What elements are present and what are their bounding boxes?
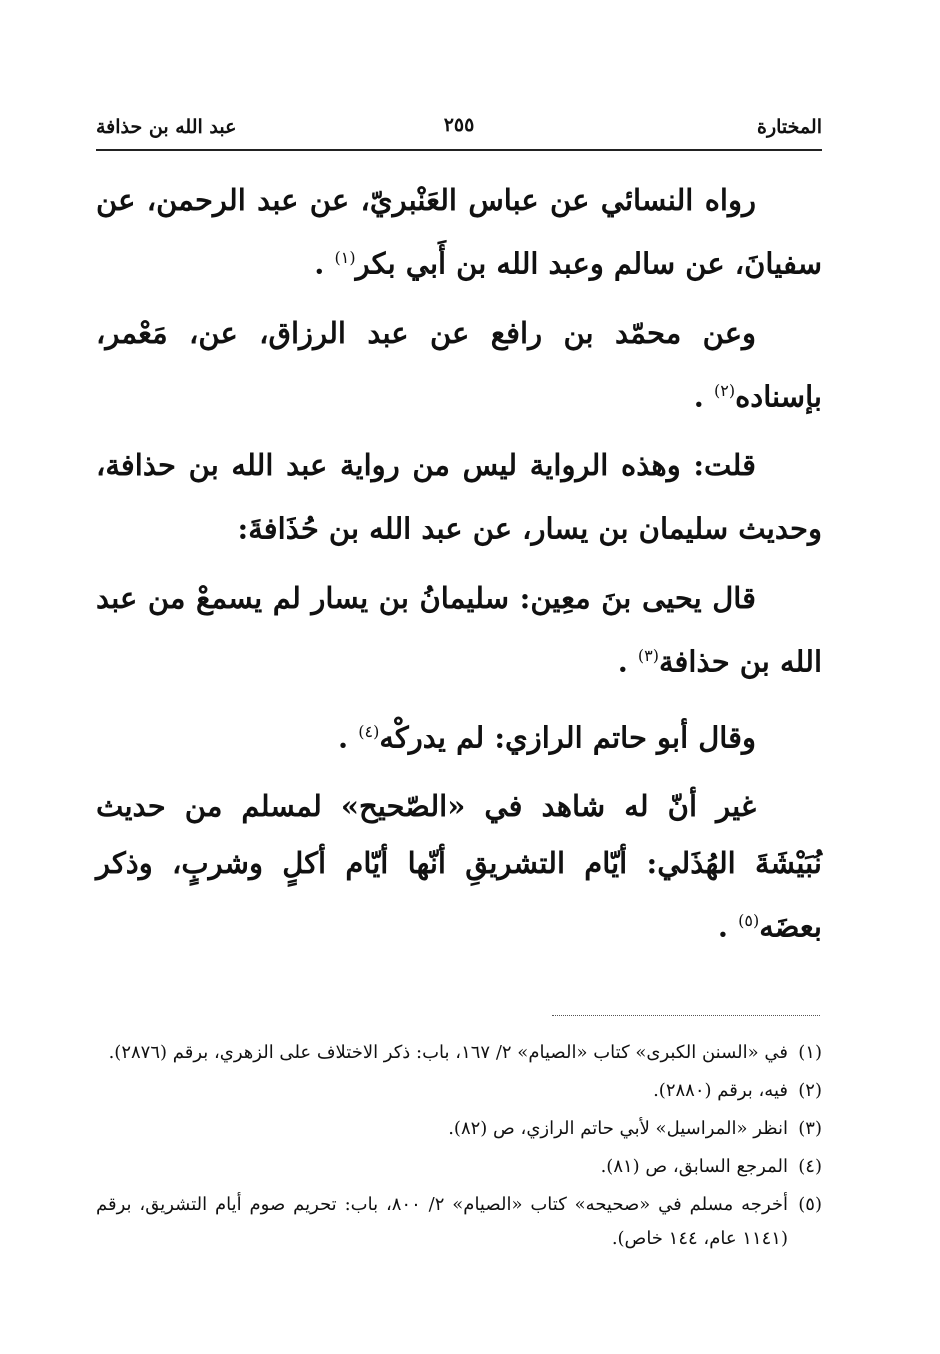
book-title: المختارة (757, 116, 822, 138)
footnotes (96, 1036, 822, 1260)
running-header (96, 112, 822, 146)
paragraph-end: . (338, 720, 349, 755)
footnote-ref: (٢) (714, 380, 736, 400)
paragraph (96, 305, 822, 426)
paragraph-end: . (693, 379, 704, 414)
paragraph-text: وقال أبو حاتم الرازي: لم يدركْه (379, 720, 756, 755)
paragraph-end: . (617, 644, 628, 679)
footnote-number: (٣) (798, 1118, 822, 1139)
main-text (96, 172, 822, 968)
paragraph-text: غير أنّ له شاهد في «الصّحيح» لمسلم من حديث نُبَيْشَةَ الهُذَلي: أيّام التشريقِ أنّها أيّام أكلٍ وشربٍ، وذكر بعضَه (96, 789, 822, 944)
footnote (96, 1112, 822, 1146)
chapter-title: عبد الله بن حذافة (96, 116, 237, 138)
footnote-number: (١) (798, 1042, 822, 1063)
paragraph (96, 437, 822, 558)
footnote-separator (552, 1015, 820, 1016)
footnote (96, 1036, 822, 1070)
header-rule (96, 149, 822, 151)
paragraph (96, 778, 822, 956)
paragraph-text: وعن محمّد بن رافع عن عبد الرزاق، عن، مَعْمر، بإسناده (96, 315, 822, 414)
page-number: ٢٥٥ (443, 114, 475, 136)
footnote-text: المرجع السابق، ص (٨١). (600, 1156, 788, 1177)
footnote (96, 1150, 822, 1184)
paragraph (96, 172, 822, 293)
footnote (96, 1188, 822, 1256)
footnote-text: أخرجه مسلم في «صحيحه» كتاب «الصيام» ٢/ ٨٠٠، باب: تحريم صوم أيام التشريق، برقم (١١٤١ عام، ١٤٤ خاص). (96, 1194, 788, 1249)
paragraph-text: قال يحيى بنَ معِين: سليمانُ بن يسار لم يسمعْ من عبد الله بن حذافة (96, 580, 822, 679)
footnote-number: (٥) (798, 1194, 822, 1215)
paragraph (96, 703, 822, 767)
footnote-number: (٤) (798, 1156, 822, 1177)
footnote-ref: (٥) (738, 911, 760, 931)
paragraph-end: . (717, 909, 729, 944)
footnote-number: (٢) (798, 1080, 822, 1101)
footnote-text: انظر «المراسيل» لأبي حاتم الرازي، ص (٨٢). (448, 1118, 788, 1139)
footnote-text: في «السنن الكبرى» كتاب «الصيام» ٢/ ١٦٧، باب: ذكر الاختلاف على الزهري، برقم (٢٨٧٦). (108, 1042, 788, 1063)
paragraph-end: . (314, 246, 325, 281)
paragraph-text: قلت: وهذه الرواية ليس من رواية عبد الله بن حذافة، وحديث سليمان بن يسار، عن عبد الله بن حُذَافةَ: (96, 448, 822, 546)
footnote-ref: (١) (334, 248, 356, 267)
footnote-ref: (٤) (358, 721, 380, 741)
paragraph (96, 570, 822, 691)
paragraph-text: رواه النسائي عن عباس العَنْبريّ، عن عبد الرحمن، عن سفيانَ، عن سالم وعبد الله بن أَبي بكر (96, 183, 822, 281)
footnote-ref: (٣) (637, 645, 659, 665)
footnote (96, 1074, 822, 1108)
footnote-text: فيه، برقم (٢٨٨٠). (653, 1080, 788, 1101)
